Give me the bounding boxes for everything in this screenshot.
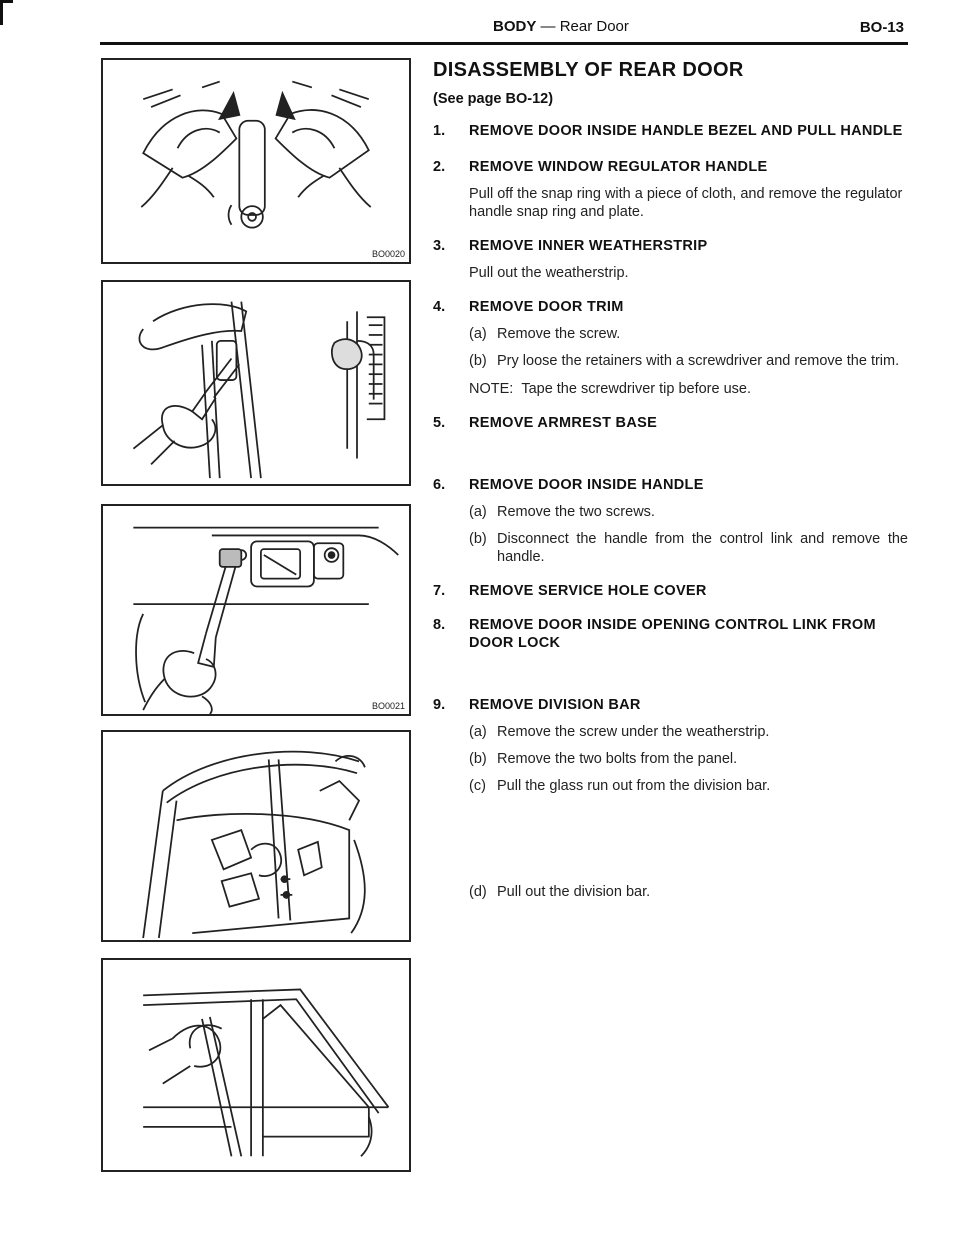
step-text: Pull out the weatherstrip. [469, 265, 629, 281]
substep [469, 325, 908, 343]
substep-label: (a) [469, 504, 487, 520]
figure-division-bar-bolts [101, 730, 411, 942]
substep [469, 750, 908, 768]
step-heading: REMOVE WINDOW REGULATOR HANDLE [469, 159, 768, 175]
step-2 [433, 158, 908, 221]
header-rule [100, 42, 908, 45]
step-heading: REMOVE DOOR INSIDE HANDLE BEZEL AND PULL HANDLE [469, 123, 903, 139]
figure-door-trim [101, 280, 411, 486]
step-number: 1. [433, 123, 446, 139]
step-heading: REMOVE DOOR INSIDE HANDLE [469, 477, 704, 493]
step-4 [433, 298, 908, 398]
page-corner-mark [0, 0, 13, 25]
figure-code: BO0020 [371, 249, 405, 259]
figure-pull-division-bar [101, 958, 411, 1172]
note [469, 380, 908, 398]
step-heading: REMOVE SERVICE HOLE COVER [469, 583, 707, 599]
step-7 [433, 582, 908, 600]
header-dash: — [536, 18, 560, 35]
substep-text: Remove the two screws. [497, 504, 655, 520]
see-page-reference: (See page BO-12) [433, 91, 554, 107]
substep-text: Disconnect the handle from the control link and remove the handle. [497, 531, 908, 565]
figure-inside-handle [101, 504, 411, 716]
substep-text: Pull out the division bar. [497, 884, 651, 900]
substep-label: (b) [469, 531, 487, 547]
step-1 [433, 122, 908, 140]
step-5 [433, 414, 908, 432]
step-number: 7. [433, 583, 446, 599]
substep-label: (c) [469, 778, 486, 794]
procedure-text [433, 58, 908, 901]
step-number: 9. [433, 697, 446, 713]
illustration-pull-division-bar [103, 960, 409, 1170]
step-number: 4. [433, 299, 446, 315]
substep-label: (b) [469, 751, 487, 767]
step-heading: REMOVE INNER WEATHERSTRIP [469, 238, 708, 254]
step-number: 3. [433, 238, 446, 254]
header-section: BODY [493, 18, 537, 35]
substep [469, 723, 908, 741]
substep-label: (b) [469, 353, 487, 369]
step-6 [433, 476, 908, 566]
illustration-hands-regulator-handle [103, 60, 409, 262]
page-number: BO-13 [859, 19, 904, 36]
substep-text: Remove the screw under the weatherstrip. [497, 724, 770, 740]
substep-label: (a) [469, 724, 487, 740]
step-heading: REMOVE DIVISION BAR [469, 697, 641, 713]
substep-label: (d) [469, 884, 487, 900]
substep-text: Remove the two bolts from the panel. [497, 751, 738, 767]
page-header [100, 14, 908, 44]
note-label: NOTE: [469, 381, 514, 397]
step-heading: REMOVE DOOR TRIM [469, 299, 624, 315]
substep [469, 503, 908, 521]
substep [469, 777, 908, 795]
step-3 [433, 237, 908, 282]
figure-regulator-handle [101, 58, 411, 264]
step-8 [433, 616, 908, 652]
step-number: 6. [433, 477, 446, 493]
illustration-door-division-bar [103, 732, 409, 940]
section-title: DISASSEMBLY OF REAR DOOR [433, 59, 744, 81]
illustration-inside-handle [103, 506, 409, 714]
substep-label: (a) [469, 326, 487, 342]
substep-d [469, 883, 908, 901]
step-9 [433, 696, 908, 901]
note-text: Tape the screwdriver tip before use. [521, 381, 752, 397]
substep [469, 530, 908, 566]
header-title [493, 18, 629, 35]
step-number: 2. [433, 159, 446, 175]
step-number: 8. [433, 617, 446, 633]
step-heading: REMOVE DOOR INSIDE OPENING CONTROL LINK FROM DOOR LOCK [469, 617, 876, 651]
substep [469, 352, 908, 370]
substep-text: Pry loose the retainers with a screwdriver and remove the trim. [497, 353, 900, 369]
illustration-screwdriver-trim [103, 282, 409, 484]
step-heading: REMOVE ARMREST BASE [469, 415, 658, 431]
step-number: 5. [433, 415, 446, 431]
substep-text: Pull the glass run out from the division bar. [497, 778, 771, 794]
header-subsection: Rear Door [559, 18, 629, 35]
substep-text: Remove the screw. [497, 326, 621, 342]
step-text: Pull off the snap ring with a piece of cloth, and remove the regulator handle snap ring and plate. [469, 186, 903, 220]
figure-code: BO0021 [371, 701, 405, 711]
